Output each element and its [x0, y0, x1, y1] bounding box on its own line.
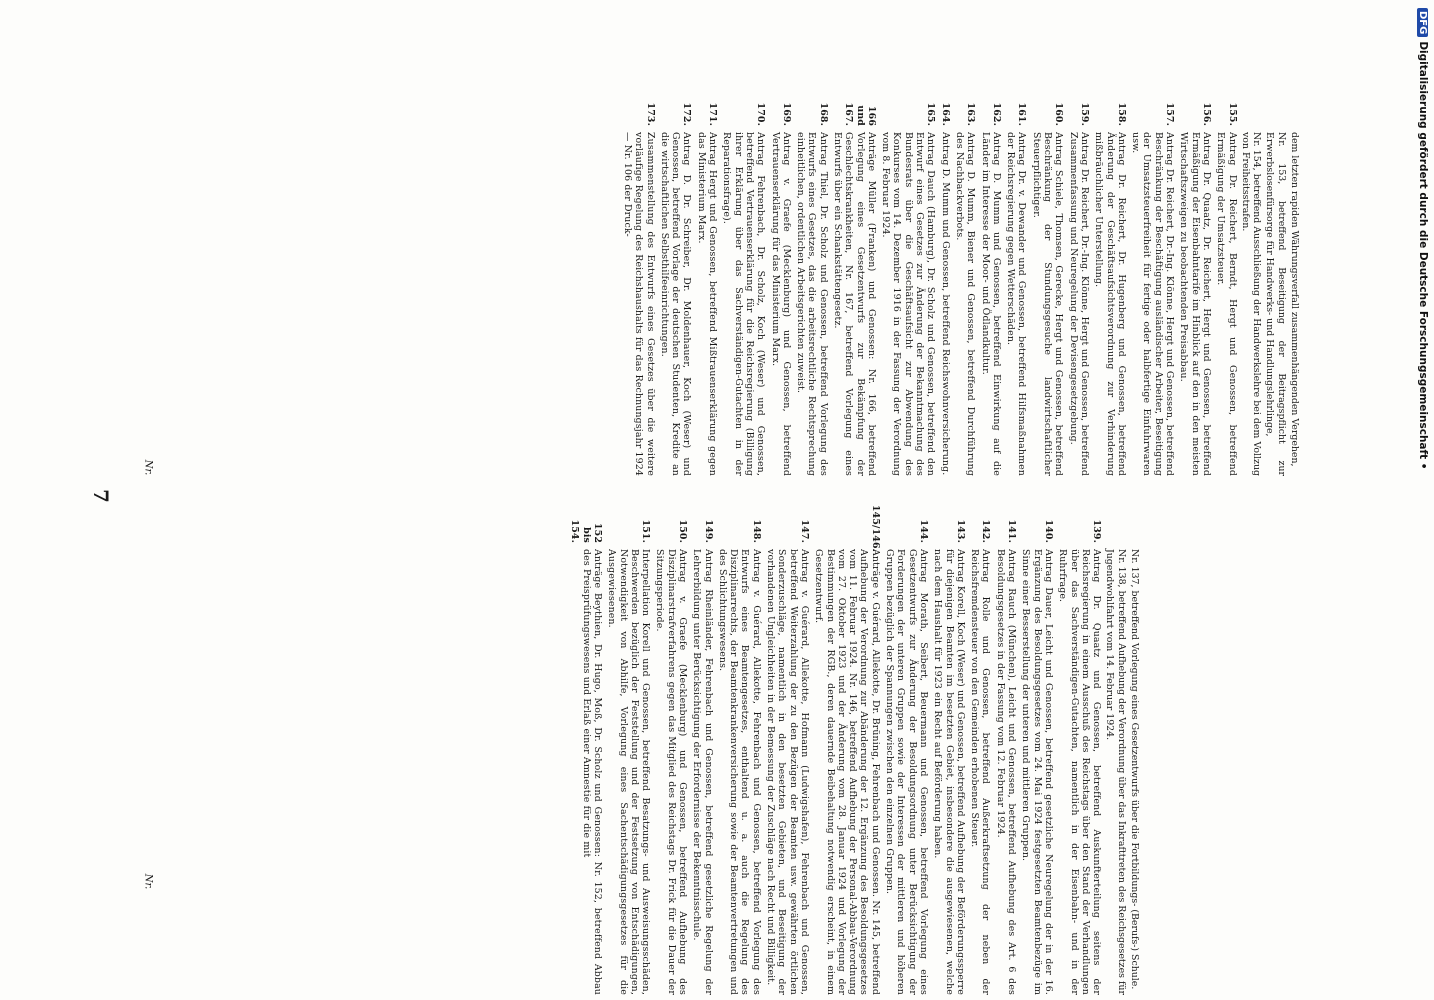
- left-entry-number: 141.: [1006, 519, 1018, 543]
- right-entry-number: 170.: [755, 102, 767, 126]
- left-entry: [691, 505, 714, 995]
- digitization-credit: [1417, 8, 1429, 469]
- right-entry-number: 173.: [644, 102, 656, 126]
- left-entry-text: Antrag Rheinländer, Fehrenbach und Genossen, betreffend gesetzliche Regelung der Lehrerbildung unter Berücksichtigung der Erfordernisse der Bekenntnisschule.: [691, 549, 714, 995]
- right-entry-number: 166 und 167.: [843, 102, 877, 126]
- right-entry-text: Antrag Dr. Reichert, Berndt, Hergt und Genossen, betreffend Ermäßigung der Umsatzsteuer.: [1215, 132, 1238, 476]
- left-entry: [932, 505, 966, 995]
- right-entry-text: Antrag D. Mumm und Genossen, betreffend Einwirkung auf die Länder im Interesse der Moor- und Ödlandkultur.: [979, 132, 1002, 476]
- right-entry-text: Antrag D. Mumm, Biener und Genossen, betreffend Durchführung des Nachbackverbots.: [953, 132, 977, 476]
- right-entry-number: 158.: [1115, 102, 1127, 126]
- left-entry-text: Antrag Rolle und Genossen, betreffend Außerkraftsetzung der neben der Reichsfremdensteuer von den Gemeinden erhobenen Steuer.: [969, 549, 992, 995]
- right-entry-number: 160.: [1053, 102, 1065, 126]
- left-entry: [994, 505, 1017, 995]
- left-entry: [1020, 505, 1054, 995]
- left-entry-number: 142.: [980, 519, 992, 543]
- right-entry: [880, 88, 936, 476]
- right-entry-number: 168.: [817, 102, 829, 126]
- right-entry: [721, 88, 766, 476]
- right-entry-number: 164.: [939, 102, 951, 126]
- right-entry: [1130, 88, 1175, 476]
- right-entry-text: Antrag Dauch (Hamburg), Dr. Scholz und Genossen, betreffend den Entwurf eines Gesetzes zur Änderung der Bekanntmachung des Bundesrats über die Geschäftsaufsicht zur Abwendung des Konkurses vom 14. Dezember 1916 in der Fassung der Verordnung vom 8. Februar 1924.: [880, 132, 937, 476]
- right-intro-line: Nr. 154, betreffend Ausschließung der Handwerkslehre bei dem Vollzug von Freiheitsstrafen.: [1239, 132, 1263, 476]
- left-entry-text: Antrag v. Guérard, Allekotte, Fehrenbach und Genossen, betreffend Vorlegung des Entwurfs eines Beamtengesetzes, enthaltend u. a. auch die Regelung des Disziplinarrechts, der Beamtenkrankenversicherung sowie der Beamtenvertretungen und des Schlichtungswesens.: [716, 549, 762, 995]
- right-entry-text: Antrag Dr. Quaatz, Dr. Reichert, Hergt und Genossen, betreffend Ermäßigung der Eisenbahntarife im Hinblick auf den in den meisten Wirtschaftszweigen zu beobachtenden Preisabbau.: [1178, 132, 1212, 476]
- left-entry-number: 145/146.: [869, 505, 881, 553]
- right-entry: [769, 88, 792, 476]
- right-entry: [1178, 88, 1212, 476]
- left-entry-number: 149.: [702, 519, 714, 543]
- left-entry-text: Antrag Morath, Seibert, Beuermann und Genossen, betreffend Vorlegung eines Gesetzentwurfs zur Änderung der Besoldungsordnung unter Berücksichtigung der Forderungen der unteren Gruppen sowie der Interessen der mittleren und höheren Gruppen bezüglich der Spannungen zwischen den einzelnen Gruppen.: [884, 549, 929, 995]
- nr-label-right: Nr.: [142, 459, 154, 476]
- dfg-logo: DFG: [1417, 8, 1428, 37]
- right-entry: [1030, 88, 1064, 476]
- left-entry-number: 143.: [954, 519, 966, 543]
- left-entry-text: Antrag Korell, Koch (Weser) und Genossen, betreffend Aufhebung der Beförderungssperre für diejenigen Beamten im besetzten Gebiet, insbesondere die ausgewiesenen, welche nach dem Haushalt für 1923 ein Recht auf Beförderung haben.: [932, 549, 966, 995]
- digitization-credit-text: Digitalisierung gefördert durch die Deutsche Forschungsgemeinschaft •: [1417, 41, 1429, 470]
- right-entry-text: Antrag v. Graefe (Mecklenburg) und Genossen, betreffend Vertrauenserklärung für das Ministerium Marx.: [769, 132, 792, 476]
- right-entry-text: Antrag Dr. v. Dewander und Genossen, betreffend Hilfsmaßnahmen der Reichsregierung gegen Wetterschäden.: [1005, 132, 1028, 476]
- left-entry-number: 144.: [917, 519, 929, 543]
- nr-label-left: Nr.: [142, 873, 154, 890]
- left-entry-text: Antrag Dr. Quaatz und Genossen, betreffend Auskunfterteilung seitens der Reichsregierung in einem Ausschuß des Reichstags über den Stand der Verhandlungen über das Sachverständigen-Gutachten, namentlich in der Eisenbahn- und in der Ruhrfrage.: [1057, 549, 1103, 995]
- left-entry: [765, 505, 810, 995]
- right-entry-text: Antrag Hergt und Genossen, betreffend Mißtrauenserklärung gegen das Ministerium Marx.: [695, 132, 719, 476]
- right-entry-number: 156.: [1200, 102, 1212, 126]
- left-entry-number: 140.: [1042, 519, 1054, 543]
- left-entry-text: Antrag Dauer, Leicht und Genossen, betreffend gesetzliche Neuregelung der in der 16. Ergänzung des Besoldungsgesetzes vom 24. Mai 1924 festgesetzten Beamtenbezüge im Sinne einer Besserstellung der unteren und mittleren Gruppen.: [1020, 549, 1054, 995]
- right-entry-text: Antrag D. Dr. Schreiber, Dr. Moldenhauer, Koch (Weser) und Genossen, betreffend Vorlage der deutschen Studenten, Kredite an die wirtschaftlichen Selbsthilfeeinrichtungen.: [658, 132, 693, 476]
- left-entry-number: 148.: [750, 519, 762, 543]
- right-entry: [795, 88, 829, 476]
- right-entry-number: 155.: [1226, 102, 1238, 126]
- page-number: 7: [88, 489, 113, 503]
- left-entry: [884, 505, 929, 995]
- left-entry-number: 150.: [677, 519, 689, 543]
- right-entry: [622, 88, 656, 476]
- left-entry-text: Antrag v. Graefe (Mecklenburg) und Genossen, betreffend Aufhebung des Disziplinarstrafverfahrens gegen das Mitglied des Reichstags Dr. Frick für die Dauer der Sitzungsperiode.: [654, 549, 689, 995]
- right-entry: [954, 88, 977, 476]
- right-entry-number: 169.: [780, 102, 792, 126]
- right-entry-text: Antrag Thiel, Dr. Scholz und Genossen, betreffend Vorlegung des Entwurfs eines Gesetzes, das die arbeitsrechtliche Rechtsprechung einheitlichen, ordentlichen Arbeitsgerichten zuweist.: [795, 132, 829, 476]
- right-entry-text: Antrag D. Mumm und Genossen, betreffend Reichswohnversicherung.: [939, 132, 951, 476]
- right-entry: [659, 88, 693, 476]
- left-entry: [717, 505, 762, 995]
- left-entry-text: Antrag v. Guérard, Allekotte, Hofmann (Ludwigshafen), Fehrenbach und Genossen, betreffend Weiterzahlung der zu den Bezügen der Beamten usw. gewährten örtlichen Sonderzuschläge, namentlich in den besetzten Gebieten, und Beseitigung der vorhandenen Ungleichheiten in der Bemessung der Zuschläge nach Recht und Billigkeit.: [765, 549, 810, 995]
- right-entry: [1005, 88, 1028, 476]
- left-entry-number: 152 bis 154.: [569, 519, 603, 543]
- right-entry-text: Antrag Schiele, Thomsen, Gerecke, Hergt und Genossen, betreffend Beschränkung der Stundungsgesuche landwirtschaftlicher Steuerpflichtiger.: [1030, 132, 1065, 476]
- right-entry-text: Anträge Müller (Franken) und Genossen: Nr. 166, betreffend Vorlegung eines Gesetzentwurfs zur Bekämpfung der Geschlechtskrankheiten, Nr. 167, betreffend Vorlegung eines Entwurfs über ein Schankstättengesetz.: [832, 132, 877, 476]
- left-intro-line: Nr. 138, betreffend Aufhebung der Verordnung über das Inkrafttreten des Reichsgesetzes für Jugendwohlfahrt vom 14. Februar 1924.: [1104, 549, 1127, 995]
- right-entry-number: 163.: [965, 102, 977, 126]
- left-entry-text: Interpellation Korell und Genossen, betreffend Besatzungs- und Ausweisungsschäden, Beschwerden bezüglich der Feststellung und der Festsetzung von Entschädigungen, Notwendigkeit von Abhilfe, Vorlegung eines Sachentschädigungsgesetzes für die Ausgewiesenen.: [606, 549, 652, 995]
- left-intro-line: Nr. 137, betreffend Vorlegung eines Gesetzentwurfs über die Fortbildungs- (Berufs-) Schule.: [1129, 549, 1140, 990]
- left-entry-text: Anträge v. Guérard, Allekotte, Dr. Brüning, Fehrenbach und Genossen. Nr. 145, betreffend Aufhebung der Verordnung zur Abänderung der 12. Ergänzung des Besoldungsgesetzes vom 11. Februar 1924. Nr. 146, betreffend Aufhebung der Personal-Abbau-Verordnung vom 27. Oktober 1923 und der Änderung vom 28. Januar 1924 und Vorlegung der Bestimmungen der RGB., deren dauernde Beibehaltung notwendig erscheint, in einem Gesetzentwurf.: [813, 549, 881, 995]
- right-entry-number: 157.: [1164, 102, 1176, 126]
- right-entry: [1215, 88, 1238, 476]
- right-entry: [939, 88, 950, 476]
- left-entry-number: 151.: [640, 519, 652, 543]
- left-entry: [606, 505, 651, 995]
- right-entry: [1093, 88, 1127, 476]
- left-entry: [1057, 505, 1102, 995]
- right-entry-text: Antrag Dr. Reichert, Dr.-Ing. Klönne, Hergt und Genossen, betreffend Zusammenfassung und Neuregelung der Devisengesetzgebung.: [1067, 132, 1090, 476]
- left-entry: [569, 505, 603, 995]
- right-entry-number: 159.: [1078, 102, 1090, 126]
- left-entry-number: 139.: [1091, 519, 1103, 543]
- left-entry: [969, 505, 992, 995]
- left-entry-text: Antrag Rauch (München), Leicht und Genossen, betreffend Aufhebung des Art. 6 des Besoldungsgesetzes in der Fassung vom 12. Februar 1924.: [994, 549, 1018, 995]
- right-intro-line: dem letzten rapiden Währungsverfall zusammenhängenden Vergehen,: [1289, 132, 1300, 467]
- left-entry: [654, 505, 688, 995]
- right-entry-number: 165.: [925, 102, 937, 126]
- right-entry: [832, 88, 877, 476]
- right-entry-text: Antrag Dr. Reichert, Dr.-Ing. Klönne, Hergt und Genossen, betreffend Beschränkung der Beschäftigung ausländischer Arbeiter, Beseitigung der Umsatzsteuerfreiheit für fertige oder halbfertige Einfuhrwaren usw.: [1130, 132, 1176, 476]
- right-column: [619, 88, 1300, 476]
- right-entry-number: 161.: [1016, 102, 1028, 126]
- right-entry: [695, 88, 718, 476]
- right-entry-number: 171.: [707, 102, 719, 126]
- left-entry-number: 147.: [798, 519, 810, 543]
- left-column: [566, 505, 1140, 995]
- right-entry-text: Antrag Fehrenbach, Dr. Scholz, Koch (Weser) und Genossen, betreffend Vertrauenserklärung für die Reichsregierung (Billigung ihrer Erklärung über das Sachverständigen-Gutachten in der Reparationsfrage).: [721, 132, 767, 476]
- right-entry-text: Zusammenstellung des Entwurfs eines Gesetzes über die weitere vorläufige Regelung des Reichshaushalts für das Rechnungsjahr 1924 — Nr. 106 der Druck-: [621, 132, 656, 476]
- right-entry-text: Antrag Dr. Reichert, Dr. Hugenberg und Genossen, betreffend Änderung der Geschäftsaufsichtsverordnung zur Verhinderung mißbräuchlicher Unterstellung.: [1093, 132, 1127, 476]
- right-entry-number: 172.: [681, 102, 693, 126]
- right-entry-number: 162.: [990, 102, 1002, 126]
- right-intro-line: Nr. 153, betreffend Beseitigung der Beitragspflicht zur Erwerbslosenfürsorge für Handwerks- und Handlungslehrlinge,: [1264, 132, 1287, 476]
- left-entry: [813, 505, 881, 995]
- right-entry: [1067, 88, 1090, 476]
- right-entry: [979, 88, 1002, 476]
- left-entry-text: Anträge Beythien, Dr. Hugo, Moß, Dr. Scholz und Genossen: Nr. 152, betreffend Abbau des Preisprüfungswesens und Erlaß einer Amnestie für die mit: [580, 549, 603, 995]
